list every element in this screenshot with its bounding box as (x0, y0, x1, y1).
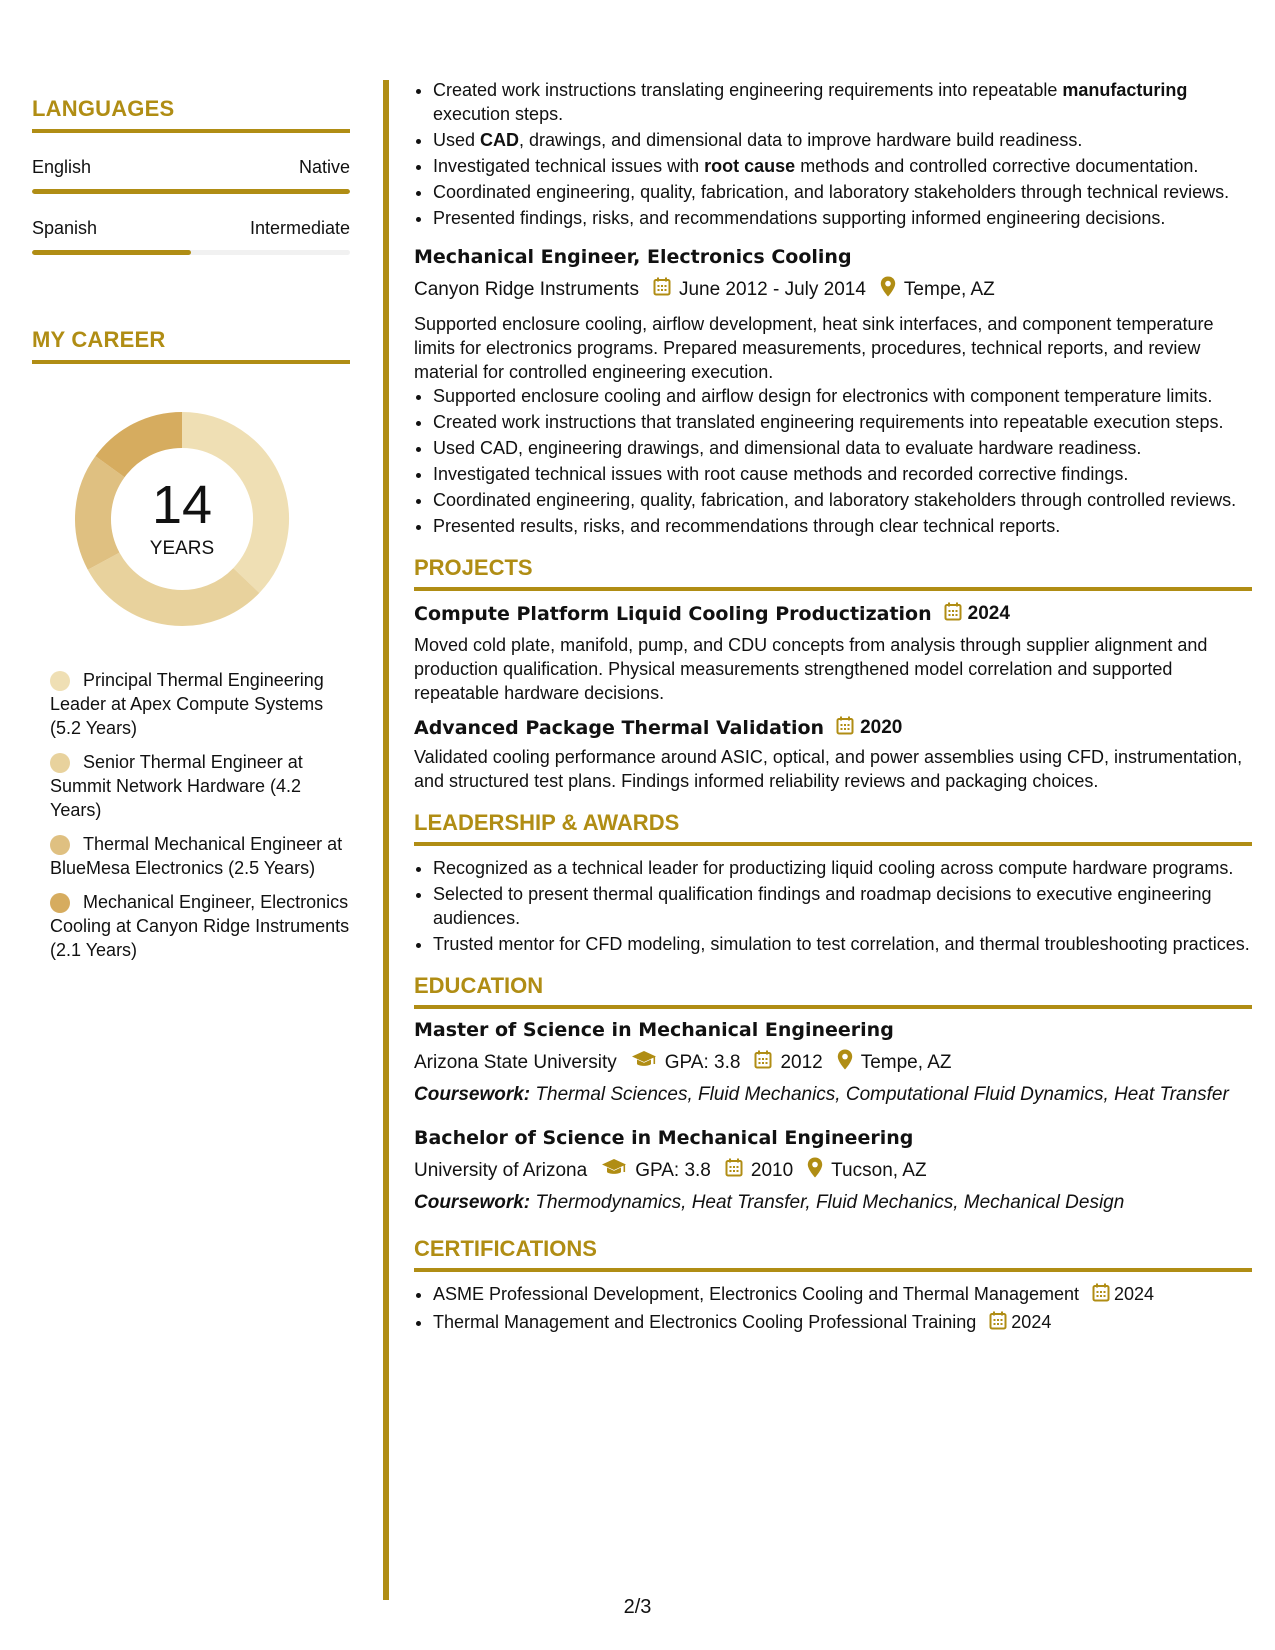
education-meta (414, 1157, 1252, 1185)
job-dates: June 2012 - July 2014 (678, 279, 866, 300)
graduation-year: 2012 (780, 1052, 823, 1073)
legend-dot (50, 753, 70, 773)
bullet-item: • Used CAD, engineering drawings, and dimensional data to evaluate hardware readiness. (433, 436, 1252, 460)
school-name: University of Arizona (414, 1160, 588, 1181)
language-proficiency-bar (32, 189, 350, 194)
gpa: GPA: 3.8 (664, 1052, 741, 1073)
language-name: English (32, 157, 92, 177)
coursework-label: Coursework: (414, 1084, 531, 1105)
leadership-list (414, 856, 1252, 956)
school-location: Tempe, AZ (860, 1052, 952, 1073)
school-name: Arizona State University (414, 1052, 617, 1073)
bullet-item: • Created work instructions that translated engineering requirements into repeatable execution steps. (433, 410, 1252, 434)
bullet-item: • Trusted mentor for CFD modeling, simulation to test correlation, and thermal troubleshooting practices. (433, 932, 1252, 956)
calendar-icon (989, 1311, 1007, 1336)
gpa: GPA: 3.8 (635, 1160, 711, 1181)
bullet-keyword: CAD (480, 130, 520, 150)
bullet-keyword: manufacturing (1062, 80, 1188, 100)
map-pin-icon (837, 1049, 853, 1077)
certification-year: 2024 (1114, 1284, 1155, 1304)
legend-dot (50, 835, 70, 855)
language-item (32, 157, 350, 194)
language-level: Native (298, 157, 350, 177)
legend-dot (50, 893, 70, 913)
language-item (32, 218, 350, 255)
language-proficiency-bar (32, 250, 350, 255)
project-year: 2024 (967, 603, 1010, 624)
project-year: 2020 (860, 717, 903, 738)
career-heading: MY CAREER (32, 327, 166, 352)
certifications-rule (414, 1268, 1252, 1272)
career-item (50, 750, 350, 822)
graduation-cap-icon (631, 1050, 657, 1076)
education-rule (414, 1005, 1252, 1009)
languages-heading: LANGUAGES (32, 96, 175, 121)
project-description: Moved cold plate, manifold, pump, and CDU concepts from analysis through supplier alignment and production qualification. Physical measurements strengthened model correlation and supported repeatable hardware decisions. (414, 635, 1208, 703)
graduation-year: 2010 (750, 1160, 794, 1181)
certification-year: 2024 (1011, 1311, 1052, 1332)
career-item-text: Mechanical Engineer, Electronics Cooling at Canyon Ridge Instruments (2.1 Years) (50, 892, 350, 960)
job-summary: Supported enclosure cooling, airflow development, heat sink interfaces, and component temperature limits for electronics programs. Prepared measurements, procedures, technical reports, and review material for controlled engineering execution. (414, 314, 1214, 382)
certification-name: ASME Professional Development, Electronics Cooling and Thermal Management (433, 1284, 1079, 1304)
career-total-number: 14 (151, 475, 213, 535)
career-item (50, 668, 350, 740)
map-pin-icon (880, 276, 896, 304)
certifications-list (414, 1282, 1252, 1336)
bullet-text: execution steps. (433, 104, 564, 124)
job-meta (414, 276, 1252, 304)
company-name: Canyon Ridge Instruments (414, 279, 639, 300)
career-total (67, 475, 297, 560)
career-item-text: Thermal Mechanical Engineer at BlueMesa Electronics (2.5 Years) (50, 834, 343, 878)
career-item (50, 890, 350, 962)
project-description: Validated cooling performance around ASIC, optical, and power assemblies using CFD, instrumentation, and structured test plans. Findings informed reliability reviews and packaging choices. (414, 747, 1243, 791)
bullet-text: Investigated technical issues with (433, 156, 705, 176)
bullet-item (433, 128, 1252, 152)
job-title: Mechanical Engineer, Electronics Cooling (414, 246, 852, 268)
bullet-item: • Investigated technical issues with root cause methods and recorded corrective findings. (433, 462, 1252, 486)
education-heading: EDUCATION (414, 973, 544, 998)
calendar-icon (1092, 1283, 1110, 1308)
language-proficiency-fill (32, 250, 191, 255)
career-total-label: YEARS (149, 538, 215, 559)
certifications-heading: CERTIFICATIONS (414, 1236, 597, 1261)
school-location: Tucson, AZ (831, 1160, 927, 1181)
career-donut-chart (67, 404, 297, 634)
coursework-label: Coursework: (414, 1192, 531, 1213)
degree-title: Master of Science in Mechanical Engineering (414, 1019, 894, 1041)
career-item (50, 832, 350, 880)
legend-dot (50, 671, 70, 691)
language-proficiency-fill (32, 189, 350, 194)
project-name: Advanced Package Thermal Validation (414, 717, 825, 739)
career-rule (32, 360, 350, 364)
leadership-rule (414, 842, 1252, 846)
column-divider (383, 80, 389, 1600)
certification-item (433, 1282, 1252, 1308)
calendar-icon (725, 1158, 743, 1184)
coursework (414, 1083, 1252, 1107)
donut-segment (104, 561, 247, 608)
calendar-icon (944, 602, 962, 627)
bullet-text: Created work instructions translating engineering requirements into repeatable (433, 80, 1063, 100)
bullet-text: Presented findings, risks, and recommendations supporting informed engineering decisions. (433, 208, 1166, 228)
bullet-item (433, 180, 1252, 204)
language-level: Intermediate (249, 218, 350, 238)
certification-name: Thermal Management and Electronics Cooling Professional Training (433, 1311, 977, 1332)
degree-title: Bachelor of Science in Mechanical Engineering (414, 1127, 914, 1149)
leadership-heading: LEADERSHIP & AWARDS (414, 810, 680, 835)
bullet-item (433, 206, 1252, 230)
career-item-text: Senior Thermal Engineer at Summit Network Hardware (4.2 Years) (50, 752, 303, 820)
coursework-text: Thermal Sciences, Fluid Mechanics, Computational Fluid Dynamics, Heat Transfer (535, 1084, 1229, 1105)
calendar-icon (836, 716, 854, 741)
map-pin-icon (807, 1157, 823, 1185)
project-header (414, 601, 1252, 627)
projects-heading: PROJECTS (414, 555, 533, 580)
bullet-item (433, 78, 1252, 126)
education-meta (414, 1049, 1252, 1077)
bullet-text: Coordinated engineering, quality, fabrication, and laboratory stakeholders through technical reviews. (433, 182, 1230, 202)
coursework-text: Thermodynamics, Heat Transfer, Fluid Mechanics, Mechanical Design (535, 1192, 1125, 1213)
bullet-text: , drawings, and dimensional data to improve hardware build readiness. (519, 130, 1083, 150)
bullet-item: • Presented results, risks, and recommendations through clear technical reports. (433, 514, 1252, 538)
bullet-item: • Supported enclosure cooling and airflow design for electronics with component temperature limits. (433, 384, 1252, 408)
bullet-item: • Recognized as a technical leader for productizing liquid cooling across compute hardware programs. (433, 856, 1252, 880)
project-name: Compute Platform Liquid Cooling Productization (414, 603, 932, 625)
languages-rule (32, 129, 350, 133)
job-location: Tempe, AZ (903, 279, 995, 300)
language-name: Spanish (32, 218, 98, 238)
project-header (414, 715, 1252, 741)
sidebar (32, 96, 350, 972)
main-content (414, 78, 1252, 1338)
projects-rule (414, 587, 1252, 591)
graduation-cap-icon (601, 1158, 627, 1184)
bullet-item: • Coordinated engineering, quality, fabrication, and laboratory stakeholders through controlled reviews. (433, 488, 1252, 512)
bullet-text: Used (433, 130, 481, 150)
certification-item (433, 1310, 1252, 1336)
page-number: 2/3 (623, 1596, 652, 1618)
job-bullets (414, 384, 1252, 538)
calendar-icon (653, 277, 671, 303)
previous-job-bullets (414, 78, 1252, 230)
bullet-text: methods and controlled corrective documentation. (795, 156, 1199, 176)
calendar-icon (754, 1050, 772, 1076)
coursework (414, 1191, 1252, 1215)
bullet-keyword: root cause (704, 156, 796, 176)
bullet-item: • Selected to present thermal qualification findings and roadmap decisions to executive engineering audiences. (433, 882, 1252, 930)
donut-segment (110, 430, 182, 467)
bullet-item (433, 154, 1252, 178)
career-item-text: Principal Thermal Engineering Leader at Apex Compute Systems (5.2 Years) (50, 670, 324, 738)
career-legend (32, 668, 350, 962)
